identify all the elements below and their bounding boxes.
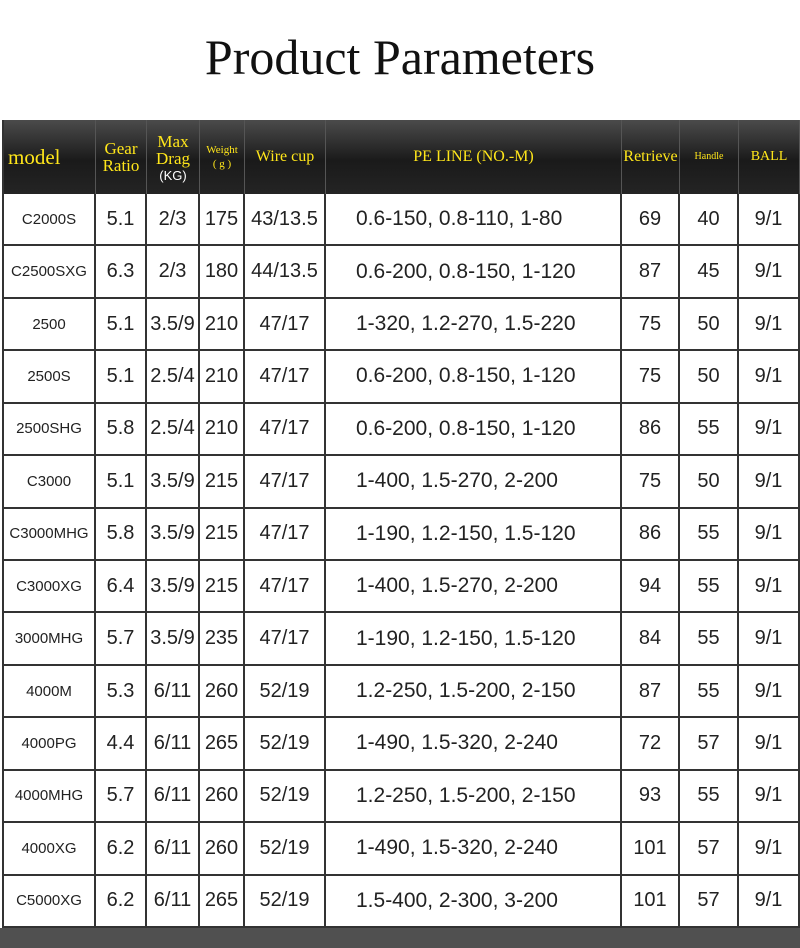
cell-gear: 4.4 <box>96 718 147 770</box>
cell-drag: 6/11 <box>147 771 200 823</box>
cell-drag: 3.5/9 <box>147 456 200 508</box>
cell-handle: 55 <box>680 771 739 823</box>
cell-gear: 5.7 <box>96 771 147 823</box>
cell-gear: 6.2 <box>96 823 147 875</box>
cell-weight: 260 <box>200 666 245 718</box>
cell-gear: 5.3 <box>96 666 147 718</box>
cell-gear: 5.1 <box>96 456 147 508</box>
cell-drag: 6/11 <box>147 718 200 770</box>
cell-gear: 6.3 <box>96 246 147 298</box>
cell-weight: 210 <box>200 404 245 456</box>
header-model: model <box>4 120 96 194</box>
header-weight-unit: ( g ) <box>212 157 232 170</box>
header-ball: BALL <box>739 120 800 194</box>
cell-model: 4000M <box>4 666 96 718</box>
header-weight-label: Weight <box>206 143 238 156</box>
cell-ball: 9/1 <box>739 718 800 770</box>
cell-retrieve: 75 <box>622 456 680 508</box>
cell-pe: 0.6-200, 0.8-150, 1-120 <box>326 246 622 298</box>
cell-gear: 5.8 <box>96 404 147 456</box>
header-wire-cup: Wire cup <box>245 120 326 194</box>
cell-model: 2500 <box>4 299 96 351</box>
cell-retrieve: 87 <box>622 246 680 298</box>
cell-pe: 0.6-150, 0.8-110, 1-80 <box>326 194 622 246</box>
header-handle: Handle <box>680 120 739 194</box>
header-gear-ratio <box>96 120 147 194</box>
cell-weight: 215 <box>200 561 245 613</box>
cell-gear: 6.2 <box>96 876 147 928</box>
cell-retrieve: 72 <box>622 718 680 770</box>
cell-weight: 260 <box>200 823 245 875</box>
cell-handle: 55 <box>680 509 739 561</box>
cell-pe: 0.6-200, 0.8-150, 1-120 <box>326 351 622 403</box>
page-title: Product Parameters <box>204 29 596 85</box>
cell-model: C3000 <box>4 456 96 508</box>
cell-ball: 9/1 <box>739 246 800 298</box>
cell-model: 4000MHG <box>4 771 96 823</box>
cell-retrieve: 86 <box>622 404 680 456</box>
cell-handle: 50 <box>680 299 739 351</box>
cell-weight: 180 <box>200 246 245 298</box>
cell-cup: 52/19 <box>245 718 326 770</box>
cell-retrieve: 94 <box>622 561 680 613</box>
cell-model: C2500SXG <box>4 246 96 298</box>
cell-weight: 210 <box>200 299 245 351</box>
cell-pe: 1.5-400, 2-300, 3-200 <box>326 876 622 928</box>
cell-drag: 3.5/9 <box>147 299 200 351</box>
header-retrieve: Retrieve <box>622 120 680 194</box>
cell-weight: 215 <box>200 456 245 508</box>
cell-weight: 215 <box>200 509 245 561</box>
cell-cup: 47/17 <box>245 509 326 561</box>
cell-retrieve: 69 <box>622 194 680 246</box>
cell-weight: 210 <box>200 351 245 403</box>
cell-weight: 265 <box>200 718 245 770</box>
cell-ball: 9/1 <box>739 876 800 928</box>
cell-retrieve: 75 <box>622 299 680 351</box>
header-weight <box>200 120 245 194</box>
cell-gear: 5.1 <box>96 299 147 351</box>
header-pe-line: PE LINE (NO.-M) <box>326 120 622 194</box>
cell-drag: 2/3 <box>147 194 200 246</box>
cell-ball: 9/1 <box>739 561 800 613</box>
cell-pe: 0.6-200, 0.8-150, 1-120 <box>326 404 622 456</box>
cell-model: C3000XG <box>4 561 96 613</box>
cell-model: 2500SHG <box>4 404 96 456</box>
cell-ball: 9/1 <box>739 666 800 718</box>
cell-ball: 9/1 <box>739 456 800 508</box>
footer-bar <box>0 928 800 948</box>
cell-retrieve: 93 <box>622 771 680 823</box>
cell-pe: 1-400, 1.5-270, 2-200 <box>326 561 622 613</box>
cell-cup: 52/19 <box>245 823 326 875</box>
cell-ball: 9/1 <box>739 299 800 351</box>
cell-pe: 1.2-250, 1.5-200, 2-150 <box>326 666 622 718</box>
cell-weight: 175 <box>200 194 245 246</box>
cell-retrieve: 75 <box>622 351 680 403</box>
cell-model: 3000MHG <box>4 613 96 665</box>
cell-pe: 1-190, 1.2-150, 1.5-120 <box>326 509 622 561</box>
cell-cup: 52/19 <box>245 771 326 823</box>
cell-handle: 57 <box>680 718 739 770</box>
cell-handle: 57 <box>680 823 739 875</box>
header-gear-line2: Ratio <box>102 156 140 175</box>
cell-handle: 55 <box>680 666 739 718</box>
cell-drag: 6/11 <box>147 876 200 928</box>
cell-handle: 50 <box>680 351 739 403</box>
cell-model: 2500S <box>4 351 96 403</box>
header-drag-line2: Drag <box>156 148 190 168</box>
cell-cup: 44/13.5 <box>245 246 326 298</box>
cell-gear: 5.8 <box>96 509 147 561</box>
cell-cup: 47/17 <box>245 561 326 613</box>
cell-ball: 9/1 <box>739 613 800 665</box>
cell-cup: 47/17 <box>245 351 326 403</box>
cell-pe: 1-490, 1.5-320, 2-240 <box>326 823 622 875</box>
cell-weight: 265 <box>200 876 245 928</box>
cell-retrieve: 86 <box>622 509 680 561</box>
cell-drag: 3.5/9 <box>147 509 200 561</box>
cell-drag: 3.5/9 <box>147 613 200 665</box>
cell-handle: 55 <box>680 404 739 456</box>
cell-drag: 3.5/9 <box>147 561 200 613</box>
cell-drag: 2/3 <box>147 246 200 298</box>
header-gear-line1: Gear <box>104 139 138 158</box>
cell-retrieve: 84 <box>622 613 680 665</box>
parameters-table <box>2 120 800 928</box>
cell-model: 4000XG <box>4 823 96 875</box>
cell-pe: 1-400, 1.5-270, 2-200 <box>326 456 622 508</box>
cell-drag: 2.5/4 <box>147 404 200 456</box>
cell-model: 4000PG <box>4 718 96 770</box>
cell-retrieve: 101 <box>622 876 680 928</box>
cell-ball: 9/1 <box>739 823 800 875</box>
cell-handle: 45 <box>680 246 739 298</box>
cell-handle: 55 <box>680 561 739 613</box>
cell-model: C5000XG <box>4 876 96 928</box>
cell-handle: 55 <box>680 613 739 665</box>
cell-ball: 9/1 <box>739 351 800 403</box>
cell-retrieve: 101 <box>622 823 680 875</box>
cell-handle: 40 <box>680 194 739 246</box>
cell-handle: 50 <box>680 456 739 508</box>
cell-weight: 235 <box>200 613 245 665</box>
cell-cup: 47/17 <box>245 613 326 665</box>
cell-ball: 9/1 <box>739 194 800 246</box>
cell-ball: 9/1 <box>739 404 800 456</box>
cell-gear: 5.7 <box>96 613 147 665</box>
cell-weight: 260 <box>200 771 245 823</box>
cell-pe: 1-320, 1.2-270, 1.5-220 <box>326 299 622 351</box>
cell-pe: 1-490, 1.5-320, 2-240 <box>326 718 622 770</box>
header-drag-unit: (KG) <box>159 167 187 183</box>
cell-handle: 57 <box>680 876 739 928</box>
cell-cup: 47/17 <box>245 456 326 508</box>
cell-drag: 2.5/4 <box>147 351 200 403</box>
cell-pe: 1-190, 1.2-150, 1.5-120 <box>326 613 622 665</box>
cell-model: C3000MHG <box>4 509 96 561</box>
cell-model: C2000S <box>4 194 96 246</box>
cell-cup: 52/19 <box>245 876 326 928</box>
cell-cup: 47/17 <box>245 299 326 351</box>
cell-ball: 9/1 <box>739 509 800 561</box>
cell-cup: 47/17 <box>245 404 326 456</box>
cell-drag: 6/11 <box>147 823 200 875</box>
cell-cup: 52/19 <box>245 666 326 718</box>
header-max-drag <box>147 120 200 194</box>
cell-pe: 1.2-250, 1.5-200, 2-150 <box>326 771 622 823</box>
cell-retrieve: 87 <box>622 666 680 718</box>
cell-drag: 6/11 <box>147 666 200 718</box>
cell-gear: 5.1 <box>96 194 147 246</box>
cell-ball: 9/1 <box>739 771 800 823</box>
cell-gear: 6.4 <box>96 561 147 613</box>
cell-cup: 43/13.5 <box>245 194 326 246</box>
cell-gear: 5.1 <box>96 351 147 403</box>
header-drag-line1: Max <box>157 131 189 151</box>
